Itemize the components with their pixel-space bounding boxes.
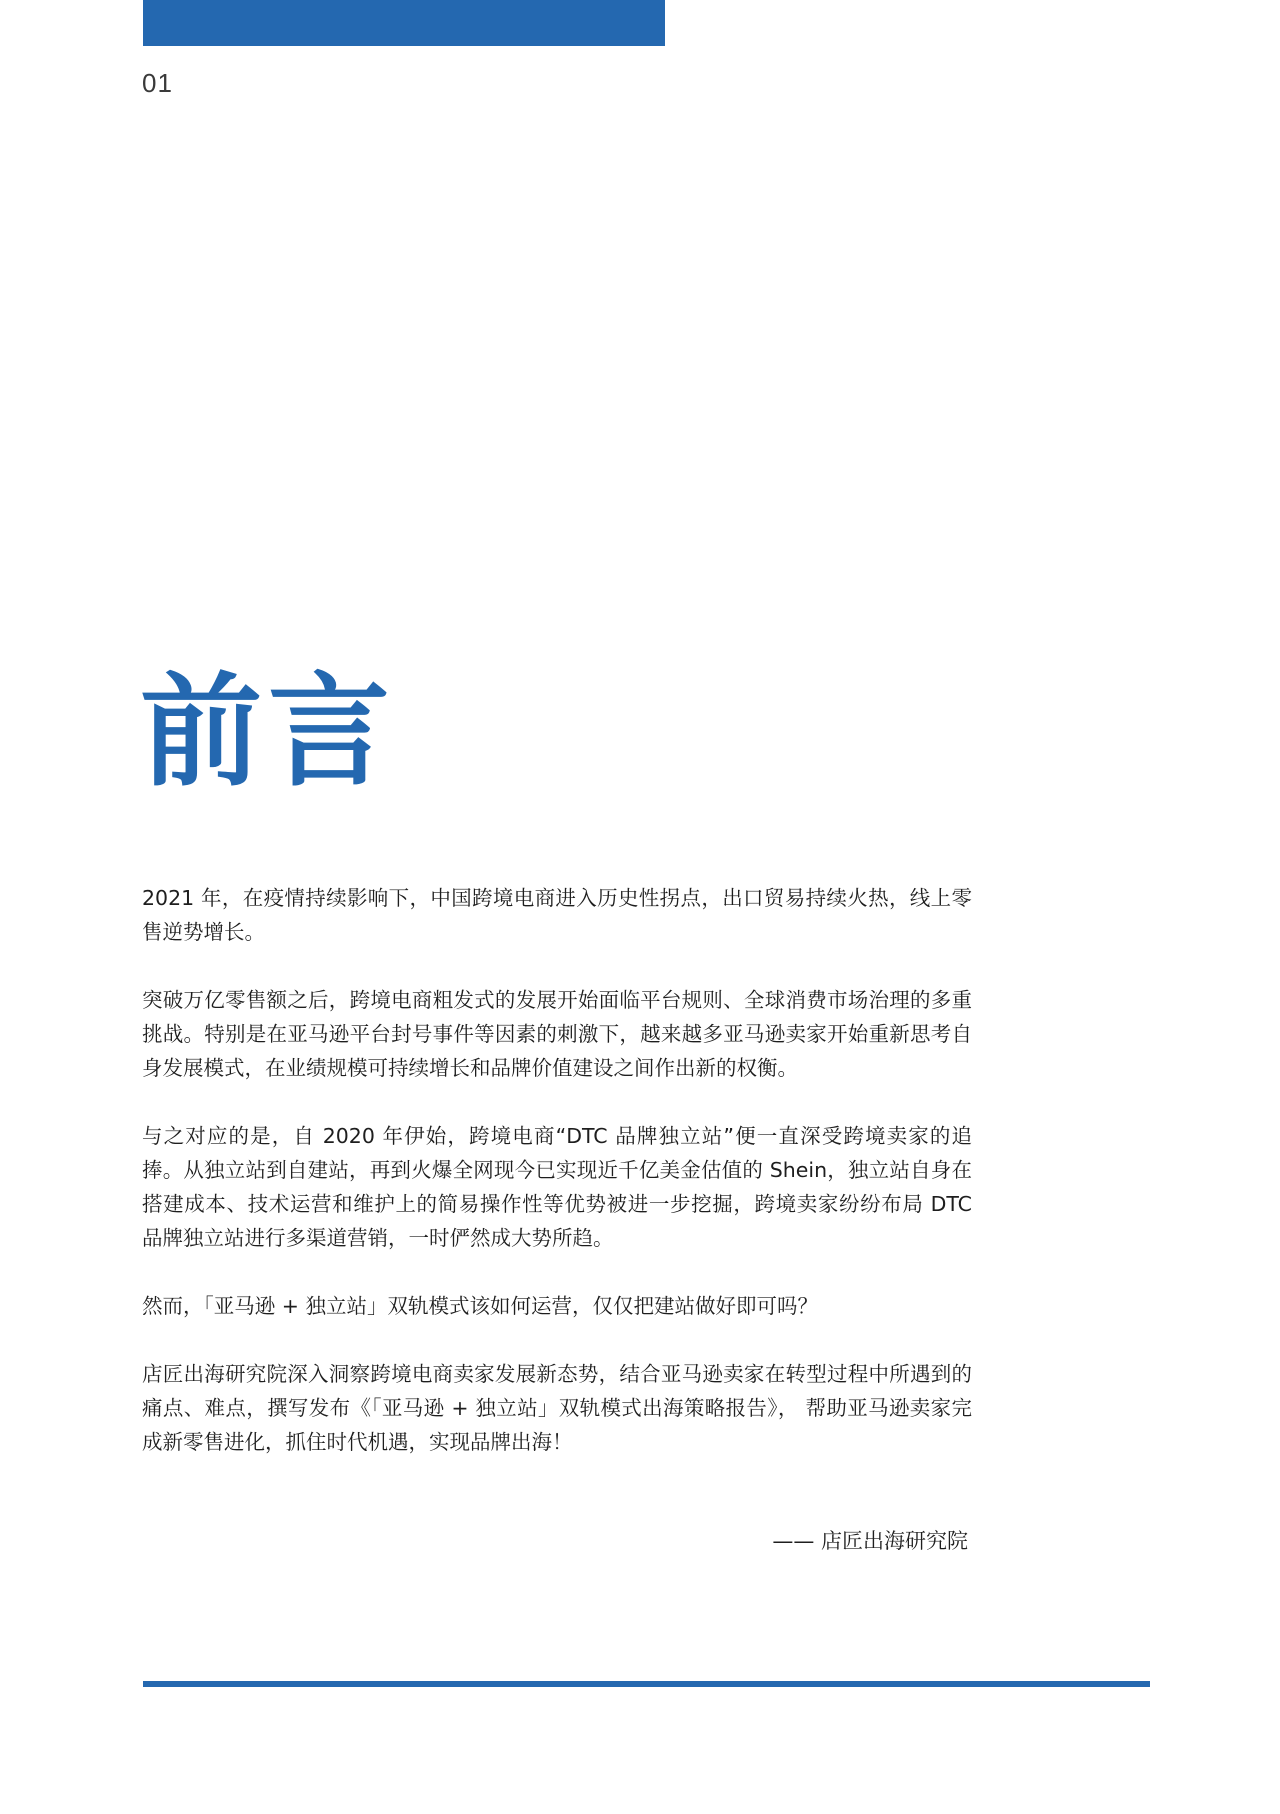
bottom-accent-line [143, 1681, 1150, 1687]
paragraph-4: 然而，「亚马逊 + 独立站」双轨模式该如何运营，仅仅把建站做好即可吗？ [142, 1294, 818, 1318]
paragraph-2: 突破万亿零售额之后，跨境电商粗发式的发展开始面临平台规则、全球消费市场治理的多重挑战。特别是在亚马逊平台封号事件等因素的刺激下，越来越多亚马逊卖家开始重新思考自身发展模式，在业绩规模可持续增长和品牌价值建设之间作出新的权衡。 [142, 988, 972, 1080]
signature: —— 店匠出海研究院 [772, 1529, 968, 1553]
paragraph-1: 2021 年，在疫情持续影响下，中国跨境电商进入历史性拐点，出口贸易持续火热，线上零售逆势增长。 [142, 886, 972, 944]
paragraph-5: 店匠出海研究院深入洞察跨境电商卖家发展新态势，结合亚马逊卖家在转型过程中所遇到的痛点、难点，撰写发布《「亚马逊 + 独立站」双轨模式出海策略报告》， 帮助亚马逊卖家完成新零售进化，抓住时代机遇，实现品牌出海！ [142, 1362, 972, 1454]
top-accent-bar [143, 0, 665, 46]
preface-body [142, 881, 972, 1493]
page-number: 01 [142, 68, 173, 98]
paragraph-3: 与之对应的是，自 2020 年伊始，跨境电商“DTC 品牌独立站”便一直深受跨境卖家的追捧。从独立站到自建站，再到火爆全网现今已实现近千亿美金估值的 Shein，独立站自身在搭建成本、技术运营和维护上的简易操作性等优势被进一步挖掘，跨境卖家纷纷布局 DTC 品牌独立站进行多渠道营销，一时俨然成大势所趋。 [142, 1124, 972, 1250]
page-title: 前言 [140, 661, 396, 803]
